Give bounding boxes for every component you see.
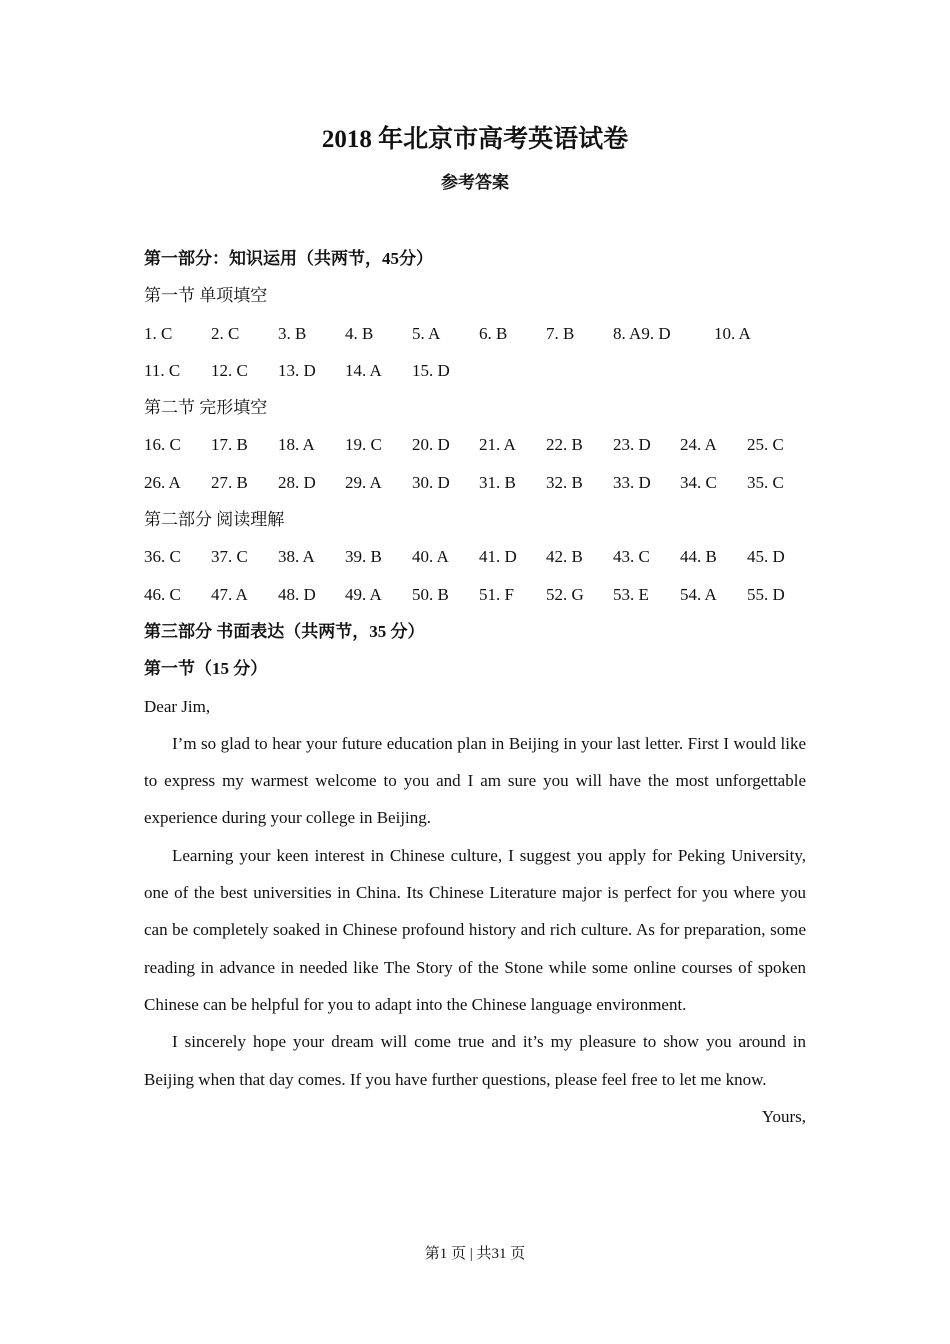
answer-item: 32. B — [546, 472, 583, 492]
answer-item: 28. D — [278, 472, 316, 492]
answer-item: 34. C — [680, 472, 717, 492]
answer-item: 35. C — [747, 472, 784, 492]
answer-item: 55. D — [747, 584, 785, 604]
letter-closing: Yours, — [761, 1106, 806, 1126]
answer-item: 18. A — [278, 435, 315, 455]
answer-item: 51. F — [479, 584, 514, 604]
answer-item: 53. E — [613, 584, 649, 604]
part1-section1-heading: 第一节 单项填空 — [144, 286, 268, 306]
answer-item: 36. C — [144, 547, 181, 567]
letter-paragraph: I’m so glad to hear your future education plan in Beijing in your last letter. First I would like to express my warmest welcome to you and I am sure you will have the most unforgettable experience during your college in Beijing. — [144, 733, 806, 828]
answer-row — [144, 352, 806, 389]
answer-item: 10. A — [714, 323, 751, 343]
answer-item: 29. A — [345, 472, 382, 492]
answer-item: 14. A — [345, 360, 382, 380]
letter-paragraph: Learning your keen interest in Chinese culture, I suggest you apply for Peking University, one of the best universities in China. Its Chinese Literature major is perfect for you where you can be completely soaked in Chinese profound history and rich culture. As for preparation, some reading in advance in needed like The Story of the Stone while some online courses of spoken Chinese can be helpful for you to adapt into the Chinese language environment. — [144, 845, 806, 1014]
part1-section2-heading: 第二节 完形填空 — [144, 398, 268, 418]
answer-item: 48. D — [278, 584, 316, 604]
answer-item: 39. B — [345, 547, 382, 567]
answer-item: 7. B — [546, 323, 575, 343]
answer-row — [144, 576, 806, 613]
answer-item: 42. B — [546, 547, 583, 567]
answer-item: 21. A — [479, 435, 516, 455]
letter-salutation: Dear Jim, — [144, 696, 211, 716]
part1-heading: 第一部分：知识运用（共两节，45分） — [144, 249, 433, 268]
answer-item: 5. A — [412, 323, 441, 343]
answer-item: 26. A — [144, 472, 181, 492]
answer-item: 37. C — [211, 547, 248, 567]
document-subtitle: 参考答案 — [441, 173, 509, 192]
answer-item: 16. C — [144, 435, 181, 455]
answer-item: 44. B — [680, 547, 717, 567]
answer-item: 46. C — [144, 584, 181, 604]
answer-item: 12. C — [211, 360, 248, 380]
answer-row — [144, 464, 806, 501]
answer-item: 50. B — [412, 584, 449, 604]
part2-heading: 第二部分 阅读理解 — [144, 510, 285, 530]
answer-item: 25. C — [747, 435, 784, 455]
answer-item: 23. D — [613, 435, 651, 455]
document-body — [144, 240, 806, 1135]
answer-item: 27. B — [211, 472, 248, 492]
answer-item: 41. D — [479, 547, 517, 567]
answer-item: 1. C — [144, 323, 173, 343]
page-indicator: 第1 页 | 共31 页 — [424, 1246, 526, 1262]
part3-section1-heading: 第一节（15 分） — [144, 659, 268, 679]
answer-item: 3. B — [278, 323, 307, 343]
answer-item: 6. B — [479, 323, 508, 343]
answer-item: 30. D — [412, 472, 450, 492]
answer-item: 19. C — [345, 435, 382, 455]
answer-item: 2. C — [211, 323, 240, 343]
answer-item: 11. C — [144, 360, 181, 380]
answer-item: 22. B — [546, 435, 583, 455]
answer-item: 4. B — [345, 323, 374, 343]
answer-item: 20. D — [412, 435, 450, 455]
answer-item: 17. B — [211, 435, 248, 455]
letter — [144, 688, 806, 1136]
answer-item: 49. A — [345, 584, 382, 604]
answer-item: 33. D — [613, 472, 651, 492]
answer-row — [144, 538, 806, 575]
answer-item: 43. C — [613, 547, 650, 567]
answer-item: 15. D — [412, 360, 450, 380]
answer-item: 47. A — [211, 584, 248, 604]
answer-item: 54. A — [680, 584, 717, 604]
answer-item: 45. D — [747, 547, 785, 567]
answer-item: 13. D — [278, 360, 316, 380]
answer-row — [144, 315, 806, 352]
answer-row — [144, 426, 806, 463]
part3-heading: 第三部分 书面表达（共两节，35 分） — [144, 621, 425, 641]
document-title: 2018 年北京市高考英语试卷 — [321, 126, 629, 153]
letter-paragraph: I sincerely hope your dream will come true and it’s my pleasure to show you around in Beijing when that day comes. If you have further questions, please feel free to let me know. — [144, 1032, 806, 1089]
answer-item: 40. A — [412, 547, 449, 567]
answer-item: 31. B — [479, 472, 516, 492]
answer-item: 24. A — [680, 435, 717, 455]
answer-item: 52. G — [546, 584, 584, 604]
answer-item: 8. A9. D — [613, 323, 671, 343]
answer-item: 38. A — [278, 547, 315, 567]
